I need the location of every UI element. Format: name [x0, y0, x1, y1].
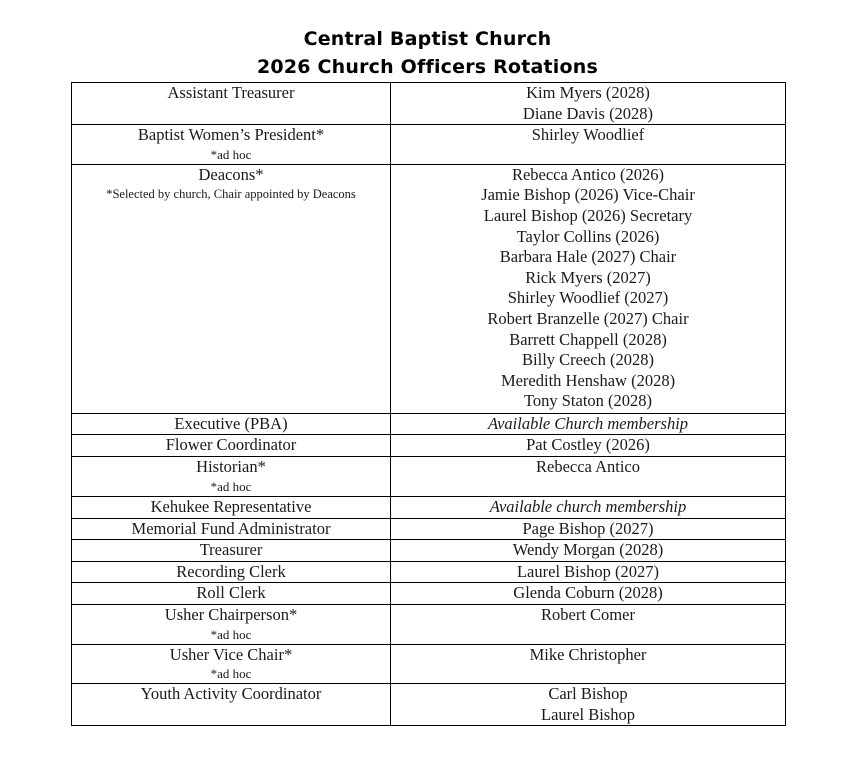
role-cell	[72, 561, 391, 583]
role-label: Roll Clerk	[196, 583, 266, 603]
officer-name: Shirley Woodlief	[531, 125, 645, 145]
role-cell	[72, 413, 391, 435]
table-row	[72, 456, 786, 496]
role-cell	[72, 125, 391, 165]
role-cell	[72, 518, 391, 540]
officer-cell	[391, 583, 786, 605]
officer-cell	[391, 684, 786, 726]
officer-name: Kim Myers (2028)	[526, 83, 650, 102]
table-row	[72, 604, 786, 644]
officer-name: Glenda Coburn (2028)	[513, 583, 663, 603]
role-cell	[72, 456, 391, 496]
role-cell	[72, 604, 391, 644]
officer-cell	[391, 604, 786, 644]
officer-name: Barbara Hale (2027) Chair	[499, 247, 677, 267]
role-label: Treasurer	[199, 540, 263, 560]
role-cell	[72, 435, 391, 457]
role-label: Usher Vice Chair*	[169, 644, 293, 664]
role-cell	[72, 496, 391, 518]
document-subtitle: 2026 Church Officers Rotations	[257, 56, 598, 78]
officer-cell	[391, 83, 786, 125]
officer-name: Shirley Woodlief (2027)	[507, 288, 669, 308]
officer-name: Meredith Henshaw (2028)	[500, 370, 676, 390]
role-label: Executive (PBA)	[174, 413, 288, 433]
role-label: Youth Activity Coordinator	[140, 684, 322, 704]
table-row	[72, 413, 786, 435]
officer-name: Rebecca Antico	[536, 456, 640, 476]
officer-cell	[391, 540, 786, 562]
officer-name: Rick Myers (2027)	[525, 267, 651, 287]
role-label: Memorial Fund Administrator	[131, 518, 331, 538]
document-title: Central Baptist Church	[303, 28, 552, 50]
officer-name: Laurel Bishop (2026) Secretary	[483, 205, 693, 225]
table-row	[72, 125, 786, 165]
table-row	[72, 540, 786, 562]
role-label: Usher Chairperson*	[164, 604, 298, 624]
role-note: *Selected by church, Chair appointed by Deacons	[106, 187, 356, 202]
officer-cell	[391, 125, 786, 165]
role-label: Assistant Treasurer	[167, 83, 295, 102]
role-note: *ad hoc	[210, 666, 252, 682]
role-cell	[72, 164, 391, 413]
officer-name: Available Church membership	[487, 413, 689, 433]
officer-name: Tony Staton (2028)	[523, 391, 653, 411]
role-label: Flower Coordinator	[165, 435, 297, 455]
table-row	[72, 561, 786, 583]
role-cell	[72, 540, 391, 562]
officer-cell	[391, 456, 786, 496]
officer-cell	[391, 164, 786, 413]
table-row	[72, 684, 786, 726]
role-label: Deacons*	[198, 164, 264, 184]
table-row	[72, 435, 786, 457]
officer-name: Mike Christopher	[529, 644, 647, 664]
officer-name: Page Bishop (2027)	[522, 518, 654, 538]
officer-cell	[391, 561, 786, 583]
table-row	[72, 496, 786, 518]
officer-cell	[391, 435, 786, 457]
officer-name: Pat Costley (2026)	[526, 435, 650, 455]
role-label: Baptist Women’s President*	[137, 125, 325, 145]
role-cell	[72, 83, 391, 125]
officer-cell	[391, 496, 786, 518]
table-row	[72, 644, 786, 684]
officer-name: Robert Comer	[541, 604, 635, 624]
officer-name: Diane Davis (2028)	[522, 103, 654, 123]
officer-name: Billy Creech (2028)	[522, 350, 654, 370]
officers-table	[71, 82, 786, 726]
role-cell	[72, 684, 391, 726]
role-label: Historian*	[196, 456, 266, 476]
role-cell	[72, 644, 391, 684]
officer-cell	[391, 413, 786, 435]
officer-name: Robert Branzelle (2027) Chair	[487, 308, 689, 328]
role-label: Recording Clerk	[176, 561, 286, 581]
officer-name: Wendy Morgan (2028)	[512, 540, 664, 560]
officer-cell	[391, 518, 786, 540]
officer-name: Jamie Bishop (2026) Vice-Chair	[481, 185, 695, 205]
officer-cell	[391, 644, 786, 684]
role-note: *ad hoc	[210, 626, 252, 642]
officer-name: Rebecca Antico (2026)	[511, 164, 665, 184]
officer-name: Taylor Collins (2026)	[516, 226, 660, 246]
role-label: Kehukee Representative	[150, 496, 312, 516]
officer-name: Laurel Bishop (2027)	[516, 561, 660, 581]
table-row	[72, 164, 786, 413]
table-row	[72, 83, 786, 125]
role-cell	[72, 583, 391, 605]
officer-name: Carl Bishop	[548, 684, 628, 704]
table-row	[72, 518, 786, 540]
table-row	[72, 583, 786, 605]
role-note: *ad hoc	[210, 478, 252, 494]
officer-name: Available church membership	[489, 496, 687, 516]
officer-name: Laurel Bishop	[541, 704, 635, 724]
officer-name: Barrett Chappell (2028)	[509, 329, 667, 349]
role-note: *ad hoc	[210, 146, 252, 162]
